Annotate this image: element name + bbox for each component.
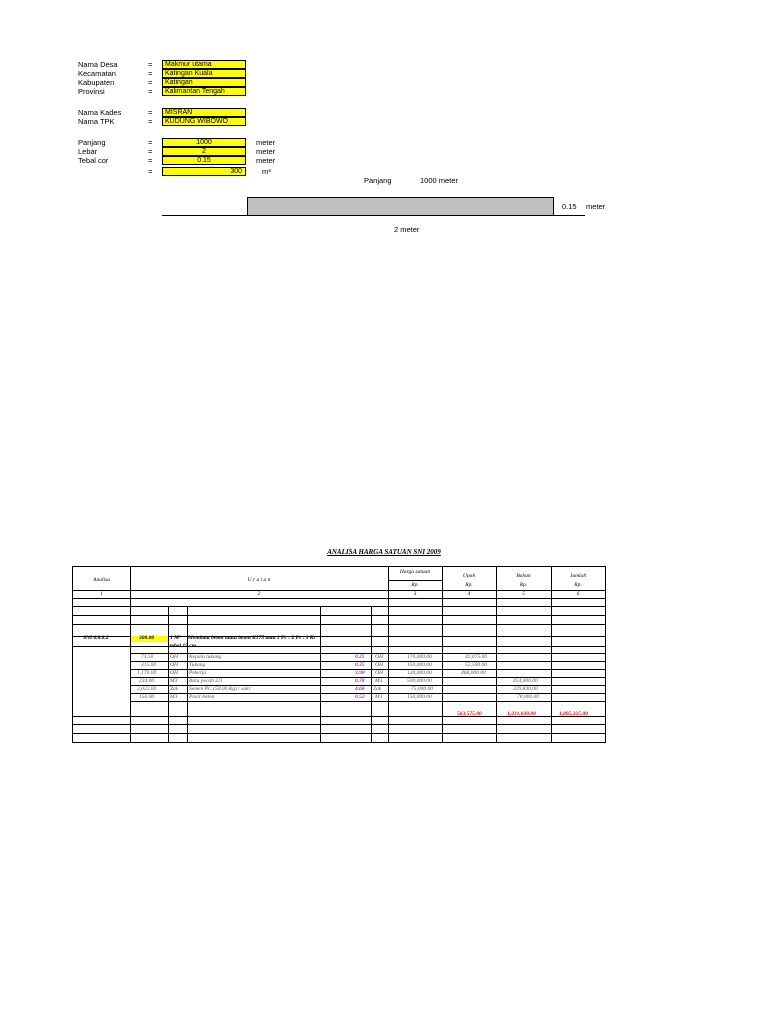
slab-cross-section: [247, 197, 554, 216]
header-analisa: Analisa: [93, 577, 110, 583]
row-divider: [130, 701, 605, 702]
row-name: Pekerja: [189, 670, 207, 676]
row-vol: 234.00: [139, 678, 155, 684]
row-divider: [73, 598, 605, 599]
equals-sign: =: [148, 147, 153, 156]
row-vol: 1,170.00: [137, 670, 157, 676]
header-jumlah: Jumlah: [569, 573, 587, 579]
analysis-table: [72, 566, 606, 743]
equals-sign: =: [148, 167, 153, 176]
item-qty: 300.00: [139, 635, 155, 641]
row-bahan: 329,830.00: [513, 686, 538, 692]
equals-sign: =: [148, 108, 153, 117]
header-upah: Upah: [462, 573, 476, 579]
info-lebar: [78, 147, 318, 156]
row-harga: 150,000.00: [407, 694, 432, 700]
equals-sign: =: [148, 156, 153, 165]
info-volume: [78, 167, 318, 176]
info-panjang: [78, 138, 318, 147]
header-num-1: 1: [100, 591, 103, 597]
label-kabupaten: Kabupaten: [78, 78, 115, 87]
row-unit: M3: [375, 694, 383, 700]
info-provinsi: [78, 87, 318, 96]
label-panjang: Panjang: [78, 138, 106, 147]
unit-panjang: meter: [256, 138, 276, 147]
header-rp: Rp.: [519, 582, 528, 588]
row-divider: [388, 580, 442, 581]
header-rp: Rp.: [465, 582, 473, 588]
row-coef: 0.78: [355, 678, 365, 684]
row-divider: [73, 646, 605, 647]
table-title: ANALISA HARGA SATUAN SNI 2009: [327, 548, 441, 556]
field-tpk[interactable]: KUDUNG WIBOWO: [162, 117, 246, 126]
row-bahan: 454,000.00: [513, 678, 538, 684]
row-name: Semen PC (50.00 Kg) / sakr: [189, 686, 251, 692]
row-sat: M3: [170, 694, 178, 700]
row-sat: OH: [170, 662, 178, 668]
col-divider: [187, 606, 188, 742]
field-lebar[interactable]: 2: [162, 147, 246, 156]
row-unit: M3: [375, 678, 383, 684]
header-num-4: 4: [467, 591, 471, 597]
row-sat: OH: [170, 670, 178, 676]
row-name: Pasir beton: [189, 694, 215, 700]
equals-sign: =: [148, 87, 153, 96]
row-vol: 315.00: [141, 662, 157, 668]
row-unit: Zak: [373, 686, 382, 692]
field-kabupaten[interactable]: Katingan: [162, 78, 246, 87]
row-coef: 3.90: [355, 670, 365, 676]
field-kades[interactable]: MISRAN: [162, 108, 246, 117]
row-coef: 4.66: [355, 686, 365, 692]
total-bahan: 1,331,830.00: [507, 711, 536, 717]
row-coef: 0.25: [355, 654, 365, 660]
row-vol: 2,022.00: [137, 686, 157, 692]
field-provinsi[interactable]: Kalimantan Tengah: [162, 87, 246, 96]
col-divider: [371, 606, 372, 742]
unit-lebar: meter: [256, 147, 276, 156]
row-divider: [73, 606, 605, 607]
unit-tebal: meter: [256, 156, 276, 165]
item-desc-2: tebal 15 cm: [170, 643, 196, 649]
unit-volume: m³: [262, 167, 271, 176]
row-coef: 0.52: [355, 694, 365, 700]
row-name: Batu pecah 2/3: [189, 678, 223, 684]
header-bahan: Bahan: [516, 573, 531, 579]
equals-sign: =: [148, 117, 153, 126]
label-tpk: Nama TPK: [78, 117, 115, 126]
row-upah: 42,075.00: [465, 654, 487, 660]
item-unit: 1 M³: [170, 635, 181, 641]
header-num-2: 2: [257, 591, 261, 597]
diagram-tebal-unit: meter: [586, 202, 606, 211]
row-sat: M3: [170, 678, 178, 684]
row-name: Tukang: [189, 662, 206, 668]
info-kecamatan: [78, 69, 318, 78]
row-unit: OH: [375, 654, 383, 660]
field-tebal[interactable]: 0.15: [162, 156, 246, 165]
row-name: Kepala tukang: [189, 654, 222, 660]
diagram-lebar-label: 2 meter: [394, 225, 420, 234]
item-code: SNI 6.8.8.2: [83, 635, 109, 641]
field-kecamatan[interactable]: Katingan Kuala: [162, 69, 246, 78]
diagram-tebal-value: 0.15: [562, 202, 577, 211]
header-harga: Harga satuan: [399, 569, 431, 575]
field-volume[interactable]: 300: [162, 167, 246, 176]
row-harga: 75,000.00: [411, 686, 433, 692]
equals-sign: =: [148, 69, 153, 78]
col-divider: [320, 606, 321, 742]
diagram-panjang-label: Panjang: [364, 176, 392, 185]
info-kabupaten: [78, 78, 318, 87]
row-sat: OH: [170, 654, 178, 660]
equals-sign: =: [148, 60, 153, 69]
total-jumlah: 1,895,225.00: [559, 711, 588, 717]
row-bahan: 78,000.00: [517, 694, 539, 700]
info-tebal: [78, 156, 318, 165]
row-harga: 120,000.00: [407, 670, 432, 676]
row-harga: 500,000.00: [407, 678, 432, 684]
row-harga: 150,000.00: [407, 662, 432, 668]
info-desa: [78, 60, 318, 69]
header-rp: Rp.: [411, 582, 419, 588]
header-num-5: 5: [522, 591, 525, 597]
row-coef: 0.35: [355, 662, 365, 668]
info-kades: [78, 108, 318, 117]
label-lebar: Lebar: [78, 147, 98, 156]
field-desa[interactable]: Makmur utama: [162, 60, 246, 69]
total-upah: 563,575.00: [457, 711, 482, 717]
row-divider: [73, 624, 605, 625]
row-harga: 170,000.00: [407, 654, 432, 660]
equals-sign: =: [148, 78, 153, 87]
row-upah: 468,000.00: [461, 670, 486, 676]
info-tpk: [78, 117, 318, 126]
row-unit: OH: [375, 670, 383, 676]
item-desc-1: Membuat beton mutu beton K175 atau 1 Pc : 2 Ps : 3 Kr: [188, 635, 316, 641]
label-kades: Nama Kades: [78, 108, 122, 117]
col-divider: [168, 606, 169, 742]
row-upah: 52,500.00: [465, 662, 487, 668]
equals-sign: =: [148, 138, 153, 147]
header-uraian: U r a i a n: [247, 577, 271, 583]
row-divider: [73, 733, 605, 734]
header-num-3: 3: [413, 591, 417, 597]
row-vol: 156.00: [139, 694, 155, 700]
header-rp: Rp.: [574, 582, 582, 588]
row-unit: OH: [375, 662, 383, 668]
label-kecamatan: Kecamatan: [78, 69, 116, 78]
label-provinsi: Provinsi: [78, 87, 105, 96]
row-vol: 73.50: [141, 654, 154, 660]
header-num-6: 6: [576, 591, 580, 597]
label-tebal: Tebal cor: [78, 156, 109, 165]
field-panjang[interactable]: 1000: [162, 138, 246, 147]
diagram-panjang-value: 1000 meter: [420, 176, 458, 185]
row-sat: Zak: [170, 686, 179, 692]
slab-baseline: [162, 215, 585, 216]
label-desa: Nama Desa: [78, 60, 118, 69]
row-divider: [73, 615, 605, 616]
row-divider: [73, 724, 605, 725]
